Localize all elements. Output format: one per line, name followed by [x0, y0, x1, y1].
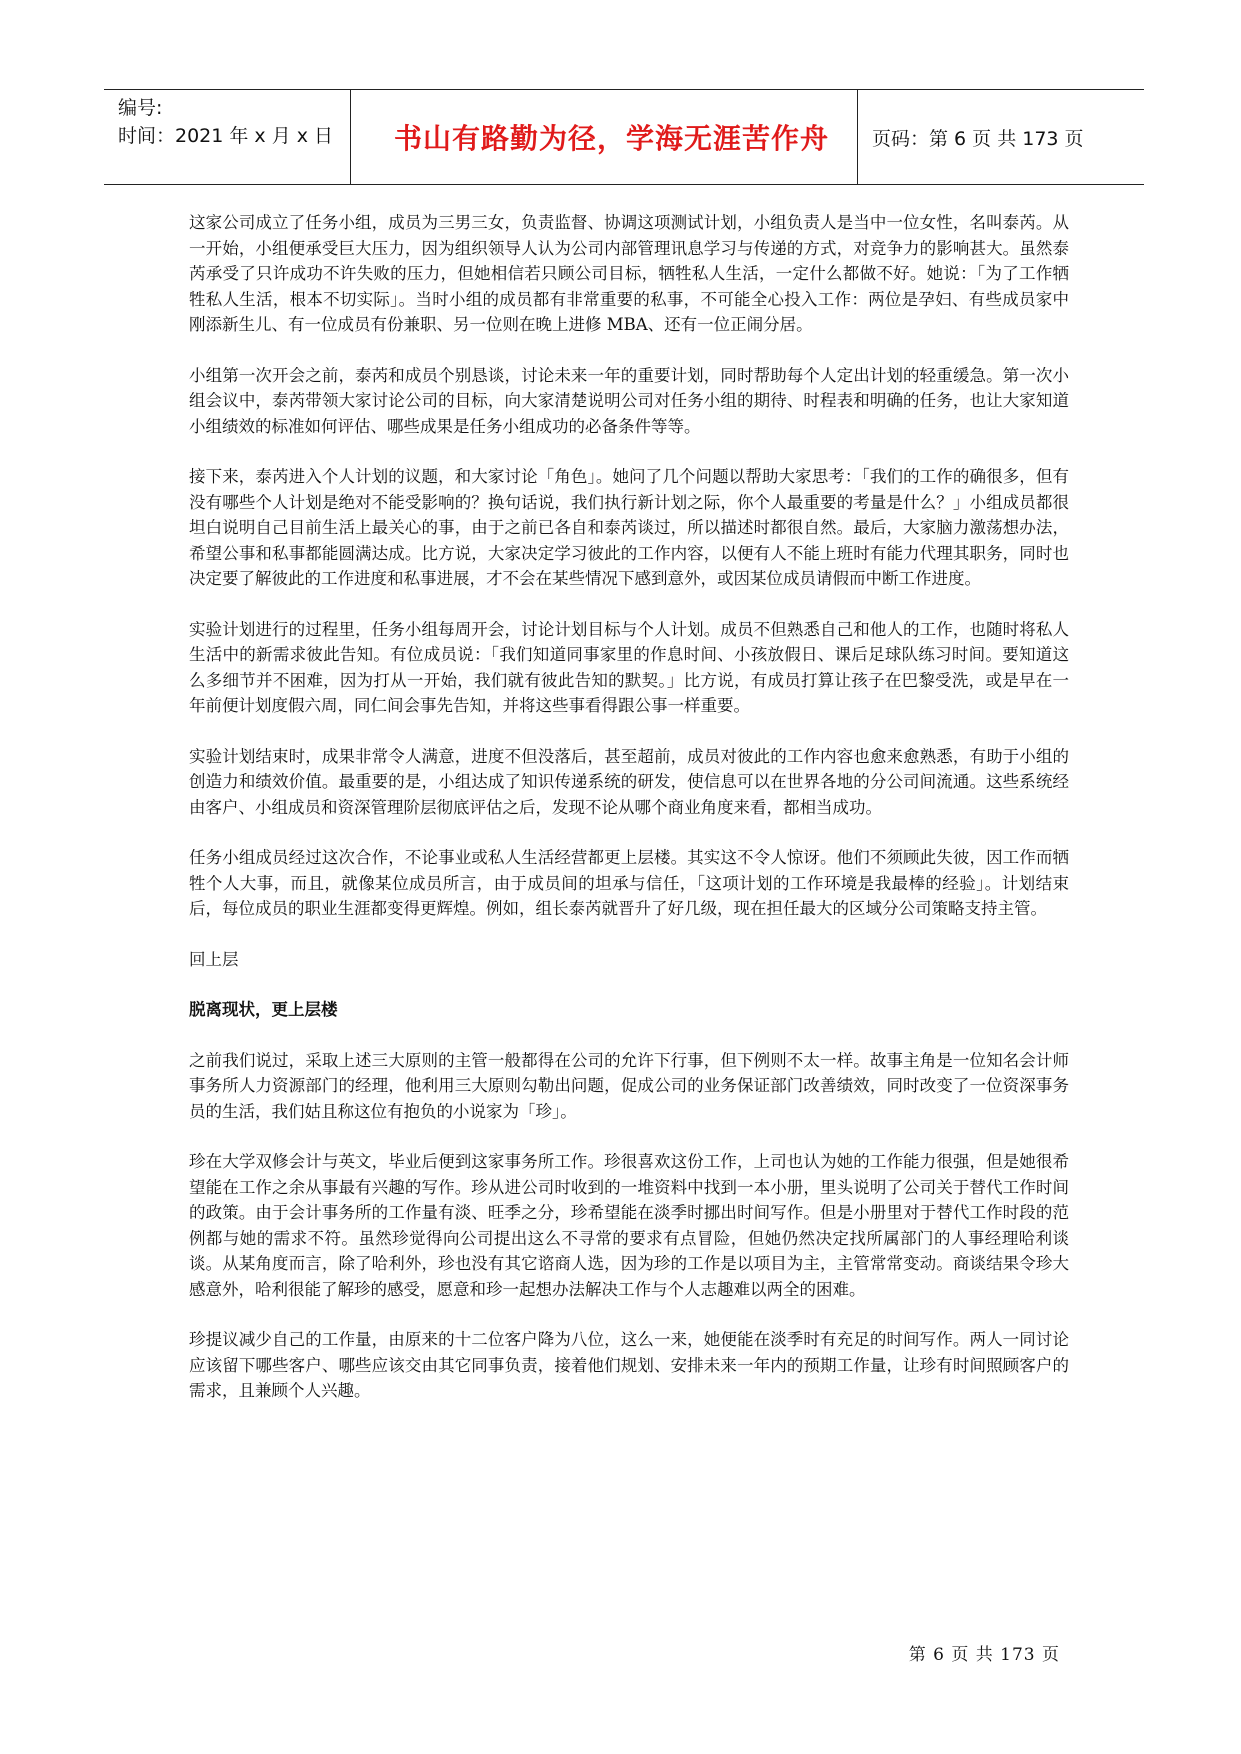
body-paragraph: 任务小组成员经过这次合作，不论事业或私人生活经营都更上层楼。其实这不令人惊讶。他们不须顾此失彼，因工作而牺牲个人大事，而且，就像某位成员所言，由于成员间的坦承与信任，「这项计划的工作环境是我最棒的经验」。计划结束后，每位成员的职业生涯都变得更辉煌。例如，组长泰芮就晋升了好几级，现在担任最大的区域分公司策略支持主管。 [189, 848, 1069, 918]
body-paragraph: 珍提议减少自己的工作量，由原来的十二位客户降为八位，这么一来，她便能在淡季时有充足的时间写作。两人一同讨论应该留下哪些客户、哪些应该交由其它同事负责，接着他们规划、安排未来一年内的预期工作量，让珍有时间照顾客户的需求，且兼顾个人兴趣。 [189, 1330, 1069, 1400]
header-motto: 书山有路勤为径，学海无涯苦作舟 [393, 122, 829, 155]
page-header [104, 89, 1144, 185]
page-footer: 第 6 页 共 173 页 [908, 1645, 1060, 1665]
body-paragraph: 小组第一次开会之前，泰芮和成员个别恳谈，讨论未来一年的重要计划，同时帮助每个人定出计划的轻重缓急。第一次小组会议中，泰芮带领大家讨论公司的目标，向大家清楚说明公司对任务小组的期待、时程表和明确的任务，也让大家知道小组绩效的标准如何评估、哪些成果是任务小组成功的必备条件等等。 [189, 365, 1069, 436]
header-page-number: 页码：第 6 页 共 173 页 [872, 127, 1084, 150]
body-paragraph: 之前我们说过，采取上述三大原则的主管一般都得在公司的允许下行事，但下例则不太一样。故事主角是一位知名会计师事务所人力资源部门的经理，他利用三大原则勾勒出问题，促成公司的业务保证部门改善绩效，同时改变了一位资深事务员的生活，我们姑且称这位有抱负的小说家为「珍」。 [189, 1050, 1069, 1121]
body-paragraph: 实验计划结束时，成果非常令人满意，进度不但没落后，甚至超前，成员对彼此的工作内容也愈来愈熟悉，有助于小组的创造力和绩效价值。最重要的是，小组达成了知识传递系统的研发，使信息可以在世界各地的分公司间流通。这些系统经由客户、小组成员和资深管理阶层彻底评估之后，发现不论从哪个商业角度来看，都相当成功。 [189, 746, 1069, 817]
header-meta [118, 94, 333, 150]
document-body [189, 210, 1069, 1429]
body-paragraph: 珍在大学双修会计与英文，毕业后便到这家事务所工作。珍很喜欢这份工作，上司也认为她的工作能力很强，但是她很希望能在工作之余从事最有兴趣的写作。珍从进公司时收到的一堆资料中找到一本小册，里头说明了公司关于替代工作时间的政策。由于会计事务所的工作量有淡、旺季之分，珍希望能在淡季时挪出时间写作。但是小册里对于替代工作时段的范例都与她的需求不符。虽然珍觉得向公司提出这么不寻常的要求有点冒险，但她仍然决定找所属部门的人事经理哈利谈谈。从某角度而言，除了哈利外，珍也没有其它谘商人选，因为珍的工作是以项目为主，主管常常变动。商谈结果令珍大感意外，哈利很能了解珍的感受，愿意和珍一起想办法解决工作与个人志趣难以两全的困难。 [189, 1152, 1069, 1299]
header-divider [857, 90, 858, 184]
document-time-label: 时间：2021 年 x 月 x 日 [118, 125, 334, 147]
body-paragraph: 接下来，泰芮进入个人计划的议题，和大家讨论「角色」。她问了几个问题以帮助大家思考：「我们的工作的确很多，但有没有哪些个人计划是绝对不能受影响的？换句话说，我们执行新计划之际，你个人最重要的考量是什么？」小组成员都很坦白说明自己目前生活上最关心的事，由于之前已各自和泰芮谈过，所以描述时都很自然。最后，大家脑力激荡想办法，希望公事和私事都能圆满达成。比方说，大家决定学习彼此的工作内容，以便有人不能上班时有能力代理其职务，同时也决定要了解彼此的工作进度和私事进展，才不会在某些情况下感到意外，或因某位成员请假而中断工作进度。 [189, 467, 1069, 588]
header-divider [350, 90, 351, 184]
body-paragraph: 这家公司成立了任务小组，成员为三男三女，负责监督、协调这项测试计划，小组负责人是当中一位女性，名叫泰芮。从一开始，小组便承受巨大压力，因为组织领导人认为公司内部管理讯息学习与传递的方式，对竞争力的影响甚大。虽然泰芮承受了只许成功不许失败的压力，但她相信若只顾公司目标，牺牲私人生活，一定什么都做不好。她说：「为了工作牺牲私人生活，根本不切实际」。当时小组的成员都有非常重要的私事，不可能全心投入工作：两位是孕妇、有些成员家中刚添新生儿、有一位成员有份兼职、另一位则在晚上进修 MBA、还有一位正闹分居。 [189, 213, 1069, 334]
document-number-label: 编号: [118, 97, 163, 119]
section-heading: 脱离现状，更上层楼 [189, 1000, 338, 1019]
body-paragraph: 实验计划进行的过程里，任务小组每周开会，讨论计划目标与个人计划。成员不但熟悉自己和他人的工作，也随时将私人生活中的新需求彼此告知。有位成员说：「我们知道同事家里的作息时间、小孩放假日、课后足球队练习时间。要知道这么多细节并不困难，因为打从一开始，我们就有彼此告知的默契。」比方说，有成员打算让孩子在巴黎受洗，或是早在一年前便计划度假六周，同仁间会事先告知，并将这些事看得跟公事一样重要。 [189, 619, 1069, 715]
back-to-top-link[interactable]: 回上层 [189, 949, 239, 969]
